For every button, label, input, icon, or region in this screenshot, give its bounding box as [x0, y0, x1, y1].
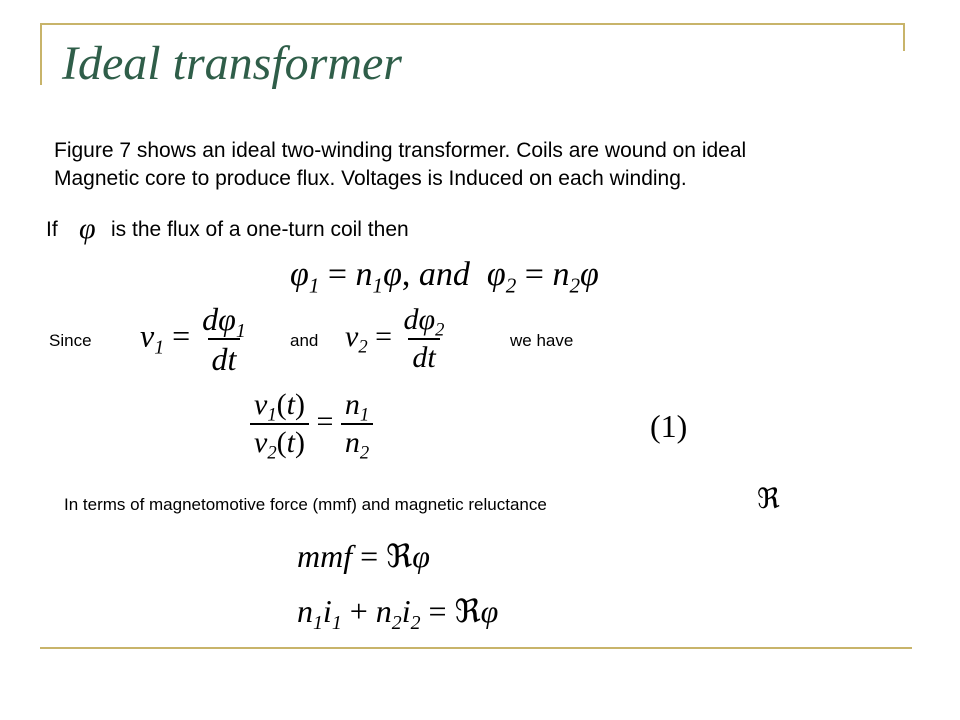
- reluctance-symbol: ℜ: [757, 484, 780, 515]
- v2-equation: $v_2$ = $\frac{d\varphi_2}{dt}$: [345, 303, 445, 374]
- voltage-ratio-equation: $\frac{v_1(t)}{v_2(t)}$ = $\frac{n_1}{n_2}$: [250, 390, 373, 458]
- ampere-turns-equation: $n_1i_1 + n_2i_2$ = ℜφ: [297, 593, 499, 634]
- frame-right-line: [903, 23, 905, 51]
- slide-title: Ideal transformer: [62, 37, 402, 90]
- intro-paragraph: [54, 137, 934, 193]
- mmf-equation: mmf = ℜφ: [297, 538, 430, 574]
- frame-bottom-line: [40, 647, 912, 649]
- intro-line-1: Figure 7 shows an ideal two-winding transformer. Coils are wound on ideal: [54, 139, 747, 162]
- frame-left-line: [40, 23, 42, 85]
- frame-top-line: [40, 23, 905, 25]
- since-label: Since: [49, 331, 92, 350]
- if-label: If: [46, 218, 58, 241]
- mmf-sentence: In terms of magnetomotive force (mmf) and magnetic reluctance: [64, 495, 547, 514]
- we-have-label: we have: [510, 331, 574, 350]
- phi-symbol: φ: [79, 212, 96, 245]
- equation-number: (1): [650, 408, 688, 444]
- and-label: and: [290, 331, 319, 350]
- flux-linkage-equation: $\varphi_1 = n_1\varphi$, and $\varphi_2 = n_2\varphi$: [290, 256, 599, 298]
- intro-line-2: Magnetic core to produce flux. Voltages is Induced on each winding.: [54, 167, 687, 190]
- v1-equation: $v_1$ = $\frac{d\varphi_1}{dt}$: [140, 301, 246, 377]
- flux-sentence: is the flux of a one-turn coil then: [111, 218, 409, 241]
